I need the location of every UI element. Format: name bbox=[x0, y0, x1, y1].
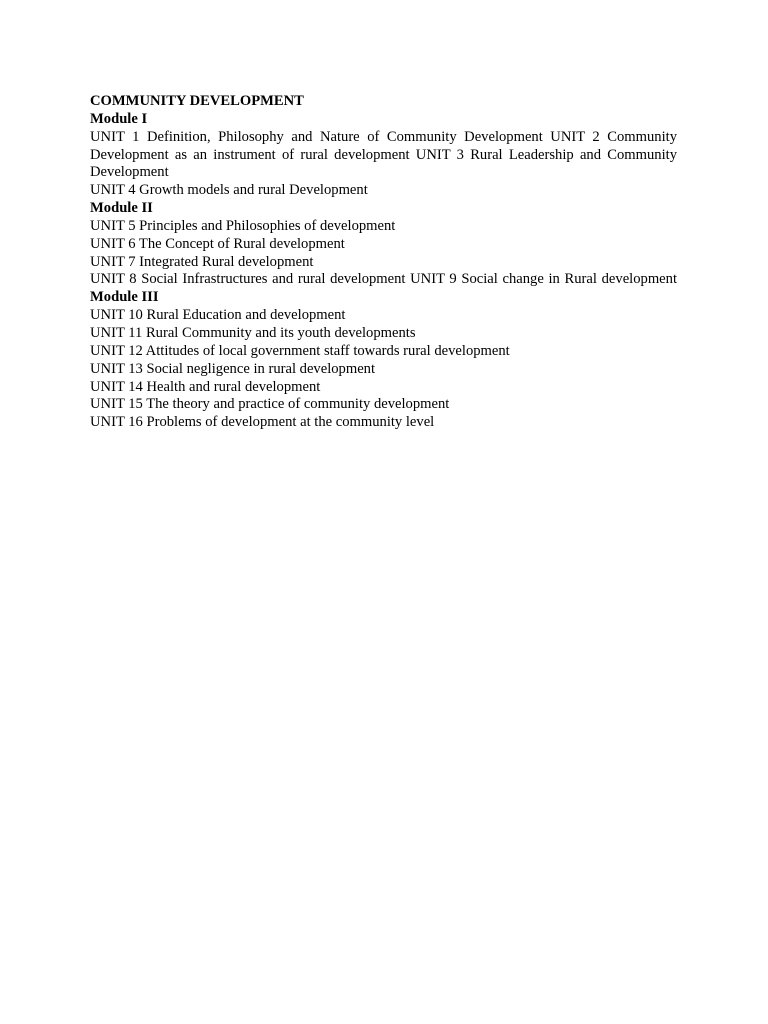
unit-16: UNIT 16 Problems of development at the community level bbox=[90, 414, 435, 431]
unit-12: UNIT 12 Attitudes of local government staff towards rural development bbox=[90, 342, 510, 359]
unit-6: UNIT 6 The Concept of Rural development bbox=[90, 235, 345, 252]
module-3-heading: Module III bbox=[90, 289, 159, 306]
unit-7: UNIT 7 Integrated Rural development bbox=[90, 253, 314, 270]
unit-13: UNIT 13 Social negligence in rural development bbox=[90, 360, 376, 377]
module-2-units-paragraph bbox=[90, 271, 677, 307]
unit-5: UNIT 5 Principles and Philosophies of development bbox=[90, 217, 396, 234]
module-1-units-paragraph: UNIT 1 Definition, Philosophy and Nature of Community Development UNIT 2 Community Development as an instrument of rural development UNIT 3 Rural Leadership and Community Development bbox=[90, 128, 677, 181]
document-title: COMMUNITY DEVELOPMENT bbox=[90, 93, 304, 109]
unit-10: UNIT 10 Rural Education and development bbox=[90, 307, 346, 324]
unit-11: UNIT 11 Rural Community and its youth developments bbox=[90, 324, 416, 341]
module-2-heading: Module II bbox=[90, 200, 153, 217]
document-page bbox=[90, 93, 677, 432]
module-1-heading: Module I bbox=[90, 110, 148, 127]
unit-14: UNIT 14 Health and rural development bbox=[90, 378, 321, 395]
unit-15: UNIT 15 The theory and practice of community development bbox=[90, 396, 450, 413]
units-8-9-text: UNIT 8 Social Infrastructures and rural development UNIT 9 Social change in Rural development bbox=[90, 271, 677, 288]
unit-4: UNIT 4 Growth models and rural Development bbox=[90, 182, 368, 199]
